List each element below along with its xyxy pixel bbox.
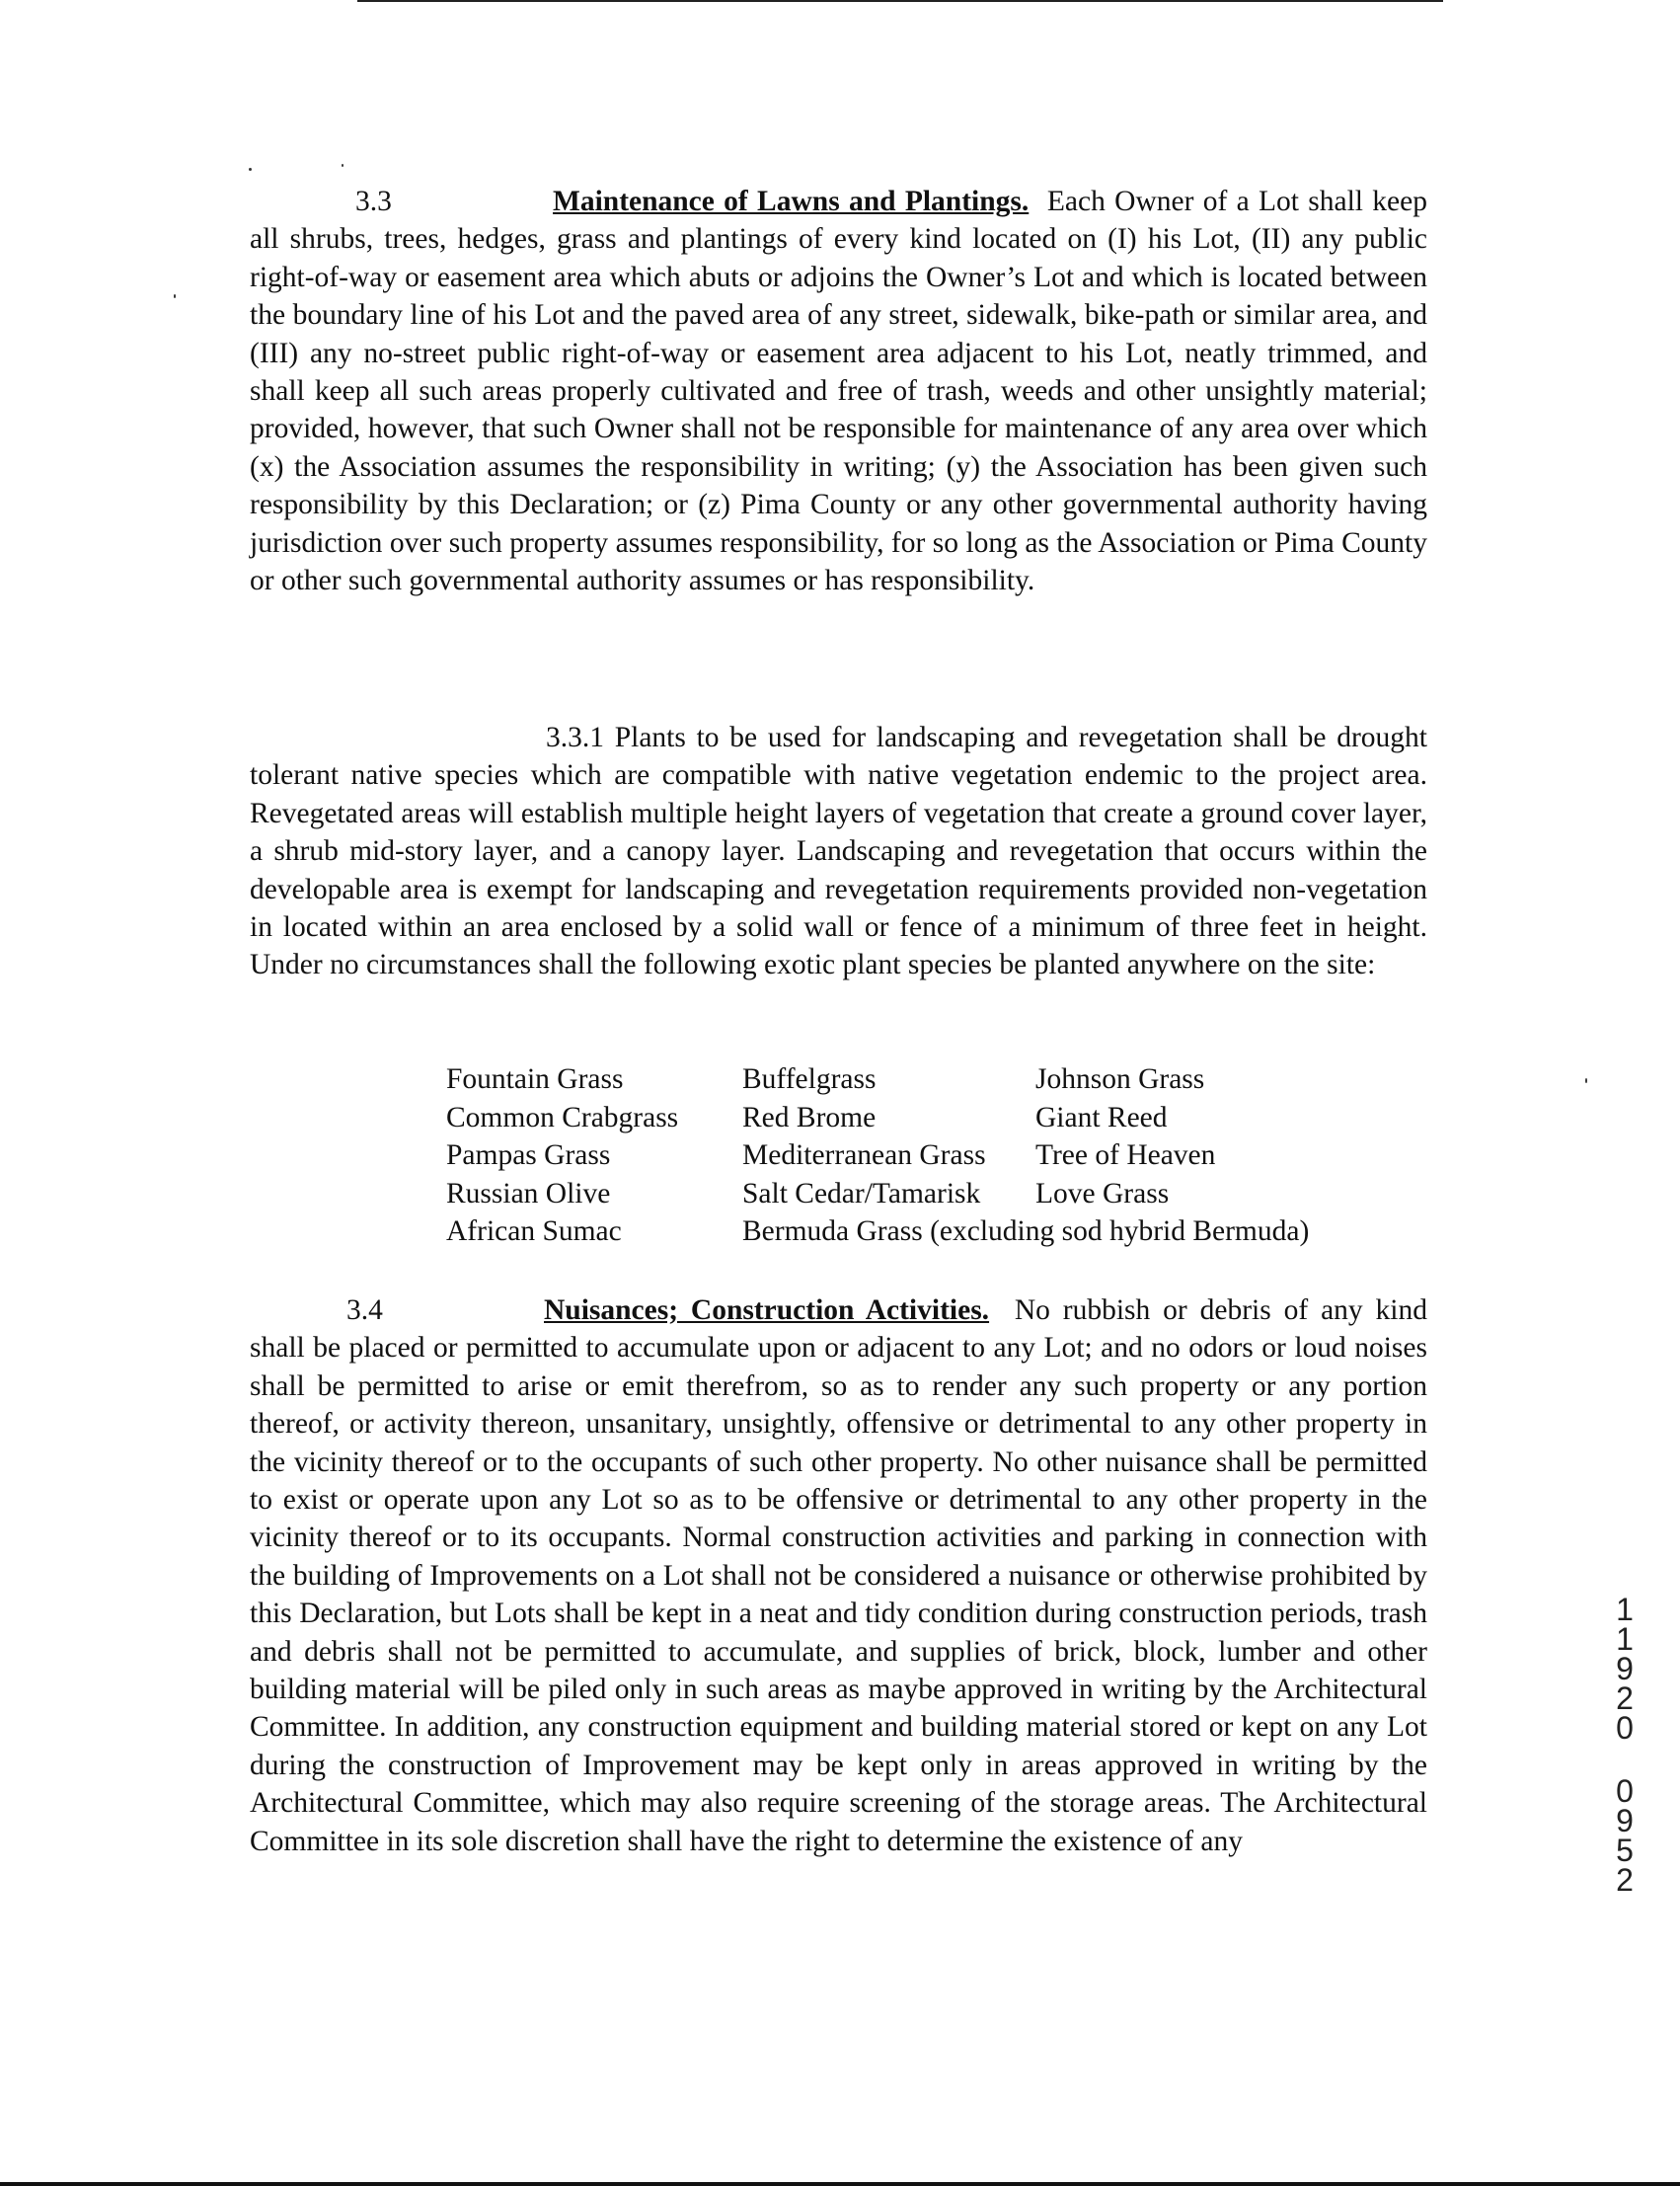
species-cell: African Sumac [446, 1215, 622, 1248]
section-3-3-1-paragraph [250, 719, 1427, 984]
recording-stamp [1611, 1592, 1639, 1898]
species-cell: Common Crabgrass [446, 1101, 679, 1133]
section-heading: Nuisances; Construction Activities. [544, 1294, 990, 1326]
table-row [446, 1136, 1332, 1175]
section-body: No rubbish or debris of any kind shall be placed or permitted to accumulate upon or adjacent to any Lot; and no odors or loud noises shall be permitted to arise or emit therefrom, so as to render any such property or any portion thereof, or activity thereon, unsanitary, unsightly, offensive or detrimental to any other property in the vicinity thereof or to the occupants of such other property. No other nuisance shall be permitted to exist or operate upon any Lot so as to be offensive or detrimental to any other property in the vicinity thereof or to its occupants. Normal construction activities and parking in connection with the building of Improvements on a Lot shall not be considered a nuisance or otherwise prohibited by this Declaration, but Lots shall be kept in a neat and tidy condition during construction periods, trash and debris shall not be permitted to accumulate, and supplies of brick, block, lumber and other building material will be piled only in such areas as maybe approved in writing by the Architectural Committee. In addition, any construction equipment and building material stored or kept on any Lot during the construction of Improvement may be kept only in areas approved in writing by the Architectural Committee, which may also require screening of the storage areas. The Architectural Committee in its sole discretion shall have the right to determine the existence of any [250, 1294, 1428, 1857]
subsection-number: 3.3.1 [546, 722, 604, 753]
table-row [446, 1175, 1332, 1213]
species-cell: Love Grass [1035, 1177, 1170, 1210]
section-3-4-paragraph [250, 1291, 1427, 1860]
section-heading: Maintenance of Lawns and Plantings. [553, 186, 1030, 217]
table-row [446, 1060, 1332, 1099]
species-cell: Pampas Grass [446, 1139, 611, 1172]
scan-speck [1585, 1078, 1587, 1083]
species-cell: Giant Reed [1035, 1101, 1168, 1133]
species-cell: Johnson Grass [1035, 1063, 1205, 1095]
species-cell: Tree of Heaven [1035, 1139, 1216, 1172]
top-edge-line [357, 0, 1443, 2]
scan-speck [342, 164, 344, 167]
species-cell: Russian Olive [446, 1177, 611, 1210]
species-cell: Fountain Grass [446, 1063, 624, 1095]
section-3-3-paragraph [250, 183, 1427, 599]
section-number: 3.3 [355, 186, 392, 217]
section-body: Each Owner of a Lot shall keep all shrubs, trees, hedges, grass and plantings of every kind located on (I) his Lot, (II) any public right-of-way or easement area which abuts or adjoins the Owner’s Lot and which is located between the boundary line of his Lot and the paved area of any street, sidewalk, bike-path or similar area, and (III) any no-street public right-of-way or easement area adjacent to his Lot, neatly trimmed, and shall keep all such areas properly cultivated and free of trash, weeds and other unsightly material; provided, however, that such Owner shall not be responsible for maintenance of any area over which (x) the Association assumes the responsibility in writing; (y) the Association has been given such responsibility by this Declaration; or (z) Pima County or any other governmental authority having jurisdiction over such property assumes responsibility, for so long as the Association or Pima County or other such governmental authority assumes or has responsibility. [250, 186, 1427, 597]
species-cell: Bermuda Grass (excluding sod hybrid Bermuda) [742, 1215, 1310, 1248]
exotic-species-table [446, 1060, 1332, 1251]
section-number: 3.4 [346, 1294, 383, 1326]
species-cell: Red Brome [742, 1101, 877, 1133]
scan-speck [174, 294, 176, 298]
scan-speck [249, 168, 252, 171]
table-row [446, 1212, 1332, 1251]
table-row [446, 1099, 1332, 1137]
bottom-edge-line [0, 2182, 1680, 2186]
species-cell: Mediterranean Grass [742, 1139, 986, 1172]
species-cell: Salt Cedar/Tamarisk [742, 1177, 981, 1210]
species-cell: Buffelgrass [742, 1063, 877, 1095]
recording-page-number: 0952 [1616, 1773, 1634, 1898]
recording-docket-number: 11920 [1616, 1592, 1634, 1746]
subsection-body: Plants to be used for landscaping and revegetation shall be drought tolerant native species which are compatible with native vegetation endemic to the project area. Revegetated areas will establish multiple height layers of vegetation that create a ground cover layer, a shrub mid-story layer, and a canopy layer. Landscaping and revegetation that occurs within the developable area is exempt for landscaping and revegetation requirements provided non-vegetation in located within an area enclosed by a solid wall or fence of a minimum of three feet in height. Under no circumstances shall the following exotic plant species be planted anywhere on the site: [250, 722, 1428, 981]
